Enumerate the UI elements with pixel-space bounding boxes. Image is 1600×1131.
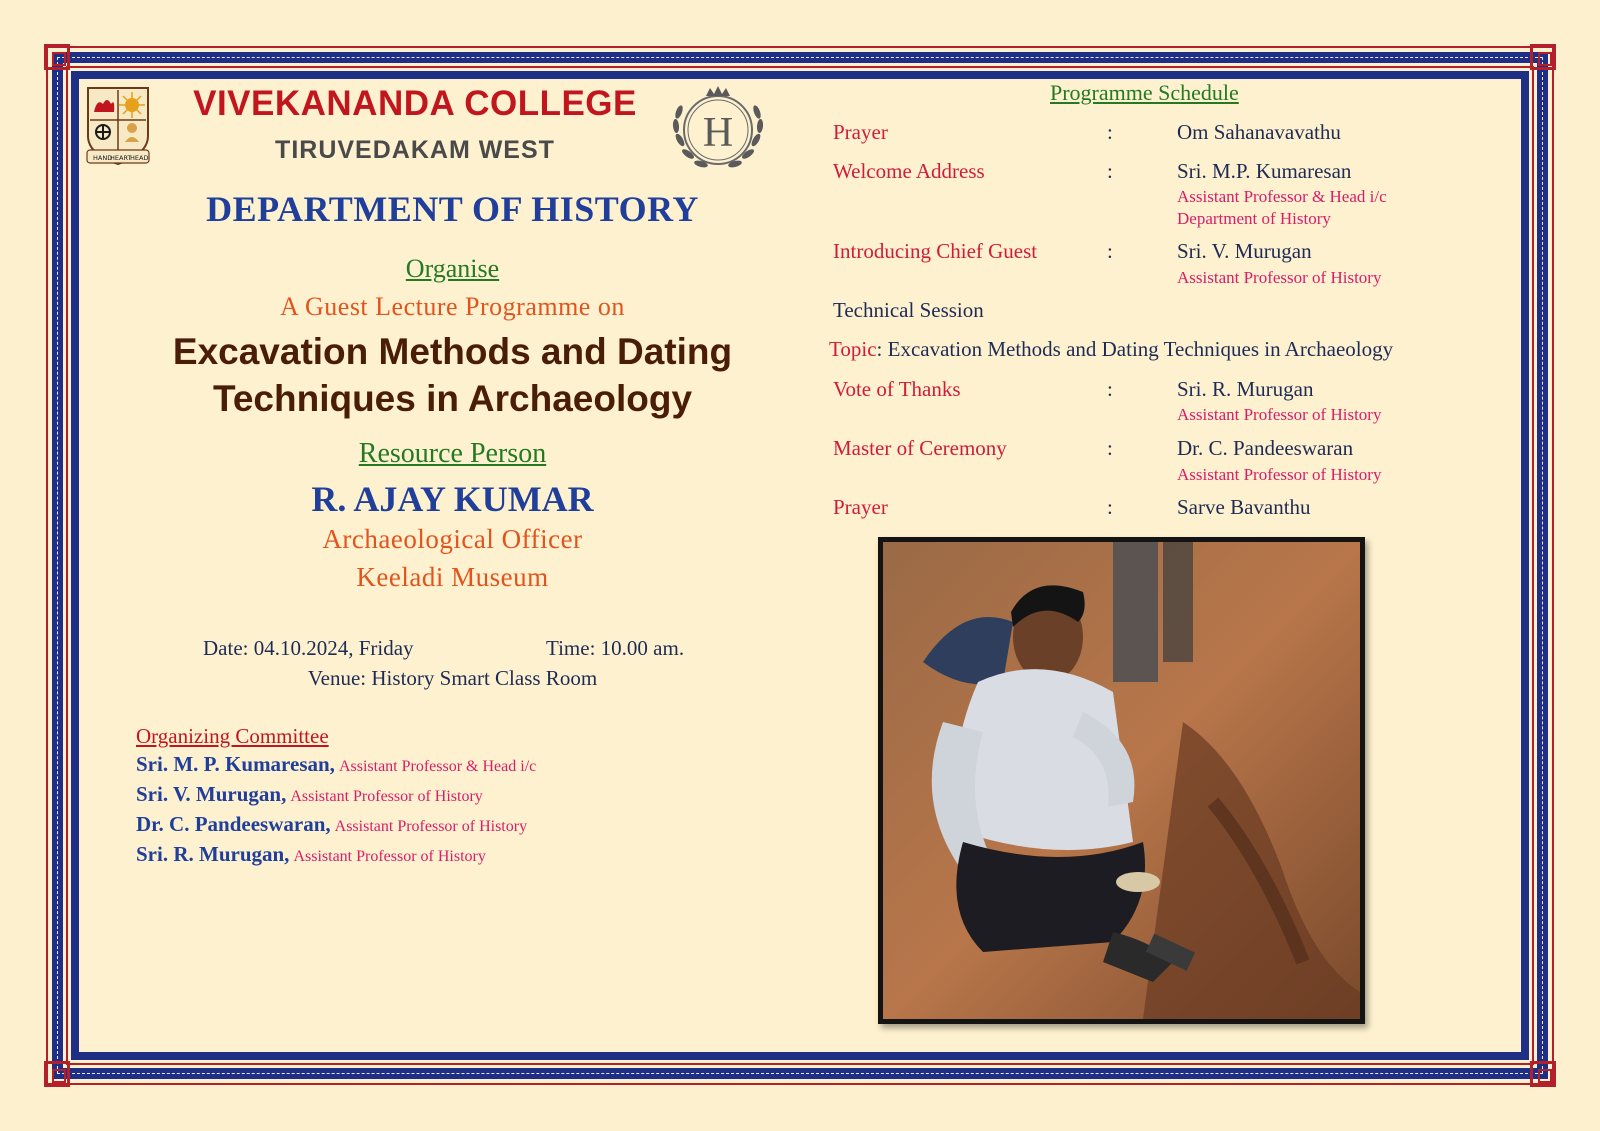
schedule-sub-vote-designation: Assistant Professor of History [1177, 405, 1382, 424]
schedule-sub-master-designation: Assistant Professor of History [1177, 465, 1382, 484]
organise-label: Organise [405, 254, 500, 283]
logo-motto-3: HEAD [130, 154, 149, 162]
committee-member [136, 842, 536, 872]
organizing-committee-title: Organizing Committee [136, 724, 329, 748]
organizing-committee-list [136, 752, 536, 872]
department-title: DEPARTMENT OF HISTORY [206, 189, 699, 229]
event-venue: Venue: History Smart Class Room [307, 666, 598, 690]
college-place: TIRUVEDAKAM WEST [275, 136, 555, 164]
schedule-label-prayer-opening: Prayer [833, 120, 888, 144]
lecture-intro: A Guest Lecture Programme on [280, 292, 625, 321]
lecture-title-line-1: Excavation Methods and Dating [172, 331, 733, 372]
schedule-colon: : [1107, 377, 1113, 401]
schedule-sub-welcome-department: Department of History [1177, 209, 1331, 228]
college-name: VIVEKANANDA COLLEGE [193, 84, 637, 123]
event-time: Time: 10.00 am. [546, 636, 685, 660]
schedule-sub-introducing-designation: Assistant Professor of History [1177, 268, 1382, 287]
committee-member [136, 782, 536, 812]
lecture-title [80, 328, 825, 422]
crest-letter: H [702, 110, 734, 156]
corner-ornament-bottom-right [1530, 1061, 1556, 1087]
programme-schedule-title: Programme Schedule [1050, 80, 1239, 105]
committee-member [136, 752, 536, 782]
schedule-colon: : [1107, 436, 1113, 460]
schedule-label-introducing-chief-guest: Introducing Chief Guest [833, 239, 1038, 263]
committee-member-name: Sri. M. P. Kumaresan, [136, 752, 335, 776]
committee-member [136, 812, 536, 842]
schedule-colon: : [1107, 239, 1113, 263]
schedule-label-vote-of-thanks: Vote of Thanks [833, 377, 961, 401]
schedule-sub-welcome-designation: Assistant Professor & Head i/c [1177, 187, 1387, 206]
schedule-colon: : [1107, 159, 1113, 183]
corner-ornament-top-right [1530, 44, 1556, 70]
lecture-title-line-2: Techniques in Archaeology [212, 378, 693, 419]
crest-emblem [666, 80, 770, 176]
event-date: Date: 04.10.2024, Friday [203, 636, 414, 660]
schedule-value-master-of-ceremony: Dr. C. Pandeeswaran [1177, 436, 1354, 460]
resource-person-name: R. AJAY KUMAR [311, 479, 594, 519]
corner-ornament-top-left [44, 44, 70, 70]
schedule-value-prayer-closing: Sarve Bavanthu [1177, 495, 1311, 519]
schedule-value-welcome-address: Sri. M.P. Kumaresan [1177, 159, 1352, 183]
committee-member-name: Sri. R. Murugan, [136, 842, 290, 866]
schedule-value-prayer-opening: Om Sahanavavathu [1177, 120, 1341, 144]
committee-member-designation: Assistant Professor of History [334, 818, 528, 835]
committee-member-designation: Assistant Professor & Head i/c [338, 758, 537, 775]
committee-member-name: Dr. C. Pandeeswaran, [136, 812, 331, 836]
committee-member-designation: Assistant Professor of History [293, 848, 486, 865]
schedule-value-vote-of-thanks: Sri. R. Murugan [1177, 377, 1314, 401]
resource-person-organization: Keeladi Museum [356, 562, 549, 592]
schedule-colon: : [1107, 120, 1113, 144]
topic-value: : Excavation Methods and Dating Techniques in Archaeology [876, 337, 1394, 361]
logo-motto-1: HAND [93, 154, 113, 162]
schedule-label-prayer-closing: Prayer [833, 495, 888, 519]
schedule-value-introducing-chief-guest: Sri. V. Murugan [1177, 239, 1312, 263]
schedule-label-master-of-ceremony: Master of Ceremony [833, 436, 1007, 460]
technical-session-label: Technical Session [833, 298, 984, 322]
resource-person-label: Resource Person [358, 438, 547, 469]
college-logo [85, 84, 151, 168]
committee-member-name: Sri. V. Murugan, [136, 782, 287, 806]
topic-label: Topic [829, 337, 877, 361]
schedule-colon: : [1107, 495, 1113, 519]
committee-member-designation: Assistant Professor of History [290, 788, 483, 805]
logo-motto-2: HEART [110, 154, 132, 162]
technical-session-topic [829, 337, 1393, 362]
resource-person-designation: Archaeological Officer [322, 524, 583, 554]
corner-ornament-bottom-left [44, 1061, 70, 1087]
resource-person-photo [878, 537, 1365, 1024]
schedule-label-welcome-address: Welcome Address [833, 159, 985, 183]
